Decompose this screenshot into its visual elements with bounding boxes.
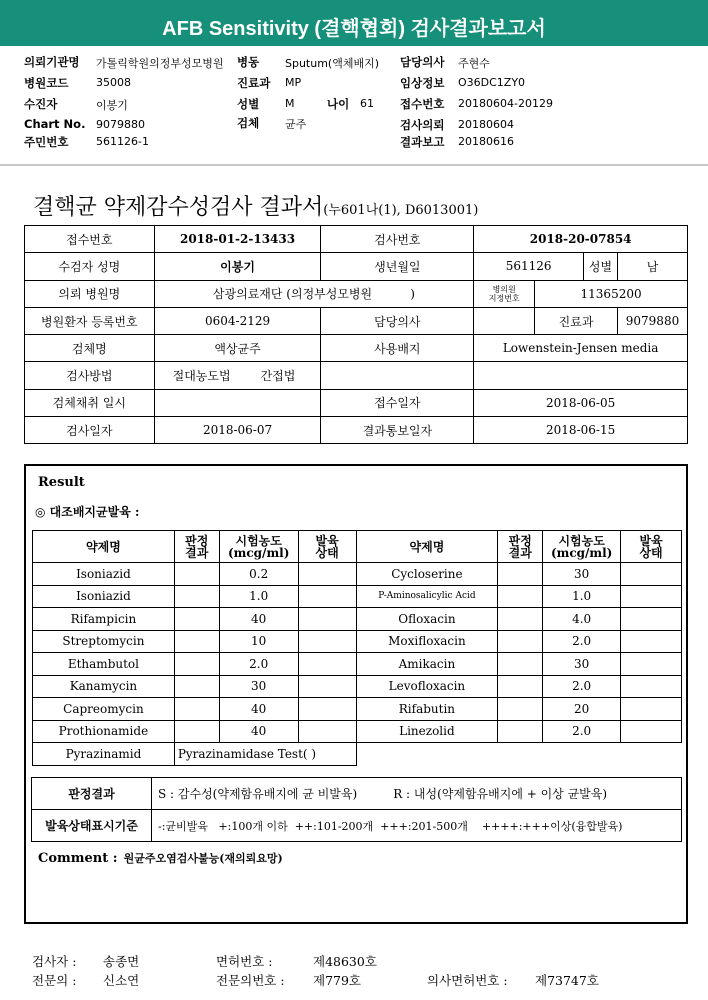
drug-name: P-Aminosalicylic Acid: [356, 585, 498, 608]
drug-row: [33, 720, 682, 743]
growth-header-2: 상태: [315, 545, 339, 560]
ward-label: 병동: [237, 55, 260, 69]
designated-label-1: 병의원: [492, 284, 516, 294]
ward-value: Sputum(액체배지): [285, 57, 380, 70]
judgement-legend: [31, 777, 682, 842]
growth-header: [298, 531, 356, 563]
drug-row: [33, 608, 682, 631]
drug-judge: [174, 608, 219, 631]
medium-label: 사용배지: [321, 335, 474, 362]
conc-header-right: [543, 531, 621, 563]
drug-growth: [298, 563, 356, 586]
drug-conc: 2.0: [219, 653, 298, 676]
req-hosp: 삼광의료재단 (의정부성모병원 ): [154, 280, 474, 307]
specimen-label: 검체: [237, 116, 260, 130]
drug-judge: [174, 653, 219, 676]
drug-row: [33, 653, 682, 676]
drug-growth: [621, 675, 682, 698]
report-label: 결과보고: [400, 135, 445, 149]
hospital-label: 의뢰기관명: [24, 55, 80, 69]
drug-growth: [621, 720, 682, 743]
specimen-value: 균주: [285, 118, 307, 131]
control-growth-label: ◎ 대조배지균발육 :: [35, 505, 140, 519]
drug-conc: 0.2: [219, 563, 298, 586]
result-label: Result: [38, 475, 85, 490]
drug-growth: [298, 585, 356, 608]
drug-conc: 2.0: [543, 630, 621, 653]
patient-label: 수진자: [24, 97, 58, 111]
drug-judge: [174, 698, 219, 721]
chart-value: 9079880: [96, 118, 145, 131]
receipt-value: 20180604-20129: [458, 97, 553, 110]
drug-conc: 2.0: [543, 720, 621, 743]
conc-header-right-1: 시험농도: [558, 533, 605, 548]
conc-header-2: (mcg/ml): [227, 545, 290, 560]
method-blank: [321, 362, 474, 389]
judge-header-1: 판정: [185, 533, 209, 548]
drug-row: [33, 698, 682, 721]
drug-conc: 20: [543, 698, 621, 721]
info-sex-label: 성별: [584, 253, 618, 280]
code-value: 35008: [96, 76, 131, 89]
info-table: [24, 225, 688, 444]
drug-conc: 1.0: [543, 585, 621, 608]
code-label: 병원코드: [24, 76, 69, 90]
drug-conc: 30: [543, 653, 621, 676]
spec-no: 제779호: [313, 973, 362, 988]
header-info: [0, 52, 708, 162]
drug-judge: [174, 630, 219, 653]
info-dept: 9079880: [617, 307, 687, 334]
drug-name: Levofloxacin: [356, 675, 498, 698]
drug-name: Capreomycin: [33, 698, 175, 721]
drug-name: Amikacin: [356, 653, 498, 676]
tester: 송종면: [103, 954, 140, 969]
drug-growth: [621, 698, 682, 721]
receipt-date: 2018-06-05: [474, 389, 688, 416]
info-sex: 남: [617, 253, 687, 280]
drug-name: Moxifloxacin: [356, 630, 498, 653]
doc-license: 제73747호: [535, 973, 599, 988]
patient-name: 이봉기: [154, 253, 321, 280]
drug-judge: [174, 720, 219, 743]
receipt-no: 2018-01-2-13433: [154, 226, 321, 253]
receipt-no-label: 접수번호: [25, 226, 155, 253]
test-no-label: 검사번호: [321, 226, 474, 253]
growth-legend-label: 발육상태표시기준: [32, 810, 152, 842]
judge-header-right-2: 결과: [508, 545, 532, 560]
notify-date: 2018-06-15: [474, 417, 688, 444]
judge-header-right-1: 판정: [508, 533, 532, 548]
conc-header: [219, 531, 298, 563]
specimen-name-label: 검체명: [25, 335, 155, 362]
drug-growth: [621, 653, 682, 676]
medium: Lowenstein-Jensen media: [474, 335, 688, 362]
drug-judge: [498, 585, 543, 608]
reg-no-label: 병원환자 등록번호: [25, 307, 155, 334]
license-label: 면허번호 :: [216, 954, 273, 969]
drug-name: Rifampicin: [33, 608, 175, 631]
drug-growth: [298, 653, 356, 676]
drug-conc: 4.0: [543, 608, 621, 631]
drug-row: [33, 630, 682, 653]
judge-label: 판정결과: [32, 778, 152, 810]
drug-conc: 30: [543, 563, 621, 586]
physician-label: 담당의사: [321, 307, 474, 334]
drug-judge: [498, 720, 543, 743]
drug-name: Ofloxacin: [356, 608, 498, 631]
drug-table: [32, 530, 682, 766]
judge-r-text: R : 내성(약제함유배지에 + 이상 균발육): [393, 787, 608, 801]
spec-no-label: 전문의번호 :: [216, 973, 285, 988]
method-blank-2: [474, 362, 688, 389]
receipt-label: 접수번호: [400, 97, 445, 111]
id-value: 561126-1: [96, 135, 149, 148]
report-title: AFB Sensitivity (결핵협회) 검사결과보고서: [0, 0, 708, 46]
drug-judge: [498, 675, 543, 698]
growth-header-1: 발육: [315, 533, 339, 548]
drug-name: Cycloserine: [356, 563, 498, 586]
designated-label: [474, 280, 535, 307]
designated-no: 11365200: [535, 280, 688, 307]
license: 제48630호: [313, 954, 377, 969]
specialist: 신소연: [103, 973, 140, 988]
receipt-date-label: 접수일자: [321, 389, 474, 416]
drug-name: Linezolid: [356, 720, 498, 743]
drug-judge: [174, 585, 219, 608]
age-value: 61: [360, 97, 374, 110]
req-hosp-label: 의뢰 병원명: [25, 280, 155, 307]
judge-header: [174, 531, 219, 563]
physician: [474, 307, 535, 334]
comment: [38, 850, 283, 866]
pza-row: [33, 743, 682, 766]
drug-judge: [498, 653, 543, 676]
specialist-label: 전문의 :: [32, 973, 77, 988]
notify-label: 결과통보일자: [321, 417, 474, 444]
chart-label: Chart No.: [24, 117, 86, 131]
drug-row: [33, 585, 682, 608]
drug-name: Rifabutin: [356, 698, 498, 721]
test-date-label: 검사일자: [25, 417, 155, 444]
drug-growth: [621, 585, 682, 608]
test-no: 2018-20-07854: [474, 226, 688, 253]
drug-conc: 2.0: [543, 675, 621, 698]
hospital-value: 가톨릭학원의정부성모병원: [96, 57, 224, 70]
method-2: 간접법: [260, 369, 296, 384]
drug-judge: [498, 608, 543, 631]
clinical-value: O36DC1ZY0: [458, 76, 526, 89]
drug-conc: 10: [219, 630, 298, 653]
method: [154, 362, 321, 389]
pza-test: Pyrazinamidase Test( ): [174, 743, 356, 766]
comment-label: Comment :: [38, 851, 118, 866]
drug-growth: [298, 608, 356, 631]
drug-growth: [298, 720, 356, 743]
conc-header-1: 시험농도: [235, 533, 282, 548]
drug-name: Ethambutol: [33, 653, 175, 676]
drug-judge: [174, 675, 219, 698]
drug-judge: [498, 630, 543, 653]
drug-growth: [621, 630, 682, 653]
name-label: 수검자 성명: [25, 253, 155, 280]
drug-growth: [298, 675, 356, 698]
doctor-label: 담당의사: [400, 55, 445, 69]
tester-label: 검사자 :: [32, 954, 77, 969]
drug-growth: [298, 698, 356, 721]
test-date: 2018-06-07: [154, 417, 321, 444]
method-label: 검사방법: [25, 362, 155, 389]
judge-text: [152, 778, 682, 810]
dept-value: MP: [285, 76, 302, 89]
drug-judge: [498, 698, 543, 721]
collect-label: 검체채취 일시: [25, 389, 155, 416]
drug-name: Prothionamide: [33, 720, 175, 743]
id-label: 주민번호: [24, 135, 69, 149]
document-title: [33, 190, 478, 221]
clinical-label: 임상정보: [400, 76, 445, 90]
drug-growth: [621, 563, 682, 586]
drug-name: Streptomycin: [33, 630, 175, 653]
footer-signatures: [0, 950, 708, 995]
dob: 561126: [474, 253, 584, 280]
drug-growth: [621, 608, 682, 631]
doc-license-label: 의사면허번호 :: [427, 973, 508, 988]
document-code: (누601나(1), D6013001): [323, 203, 479, 218]
request-value: 20180604: [458, 118, 514, 131]
drug-growth: [298, 630, 356, 653]
drug-row: [33, 563, 682, 586]
judge-header-right: [498, 531, 543, 563]
pza-blank: [356, 743, 681, 766]
drug-header-right: 약제명: [356, 531, 498, 563]
doctor-value: 주현수: [458, 57, 490, 70]
sex-label: 성별: [237, 97, 260, 111]
specimen-name: 액상균주: [154, 335, 321, 362]
collect: [154, 389, 321, 416]
judge-s-text: S : 감수성(약제함유배지에 균 비발육): [158, 787, 358, 801]
growth-header-right: [621, 531, 682, 563]
drug-name: Isoniazid: [33, 585, 175, 608]
judge-header-2: 결과: [185, 545, 209, 560]
conc-header-right-2: (mcg/ml): [550, 545, 613, 560]
reg-no: 0604-2129: [154, 307, 321, 334]
drug-conc: 40: [219, 608, 298, 631]
dept-label: 진료과: [237, 76, 271, 90]
drug-header: 약제명: [33, 531, 175, 563]
drug-conc: 40: [219, 720, 298, 743]
pza-name: Pyrazinamid: [33, 743, 175, 766]
drug-name: Kanamycin: [33, 675, 175, 698]
growth-header-right-1: 발육: [639, 533, 663, 548]
drug-conc: 30: [219, 675, 298, 698]
dob-label: 생년월일: [321, 253, 474, 280]
age-label: 나이: [327, 97, 350, 111]
report-value: 20180616: [458, 135, 514, 148]
growth-legend-text: -:균비발육 +:100개 이하 ++:101-200개 +++:201-500개 ++++:+++이상(융합발육): [152, 810, 682, 842]
document-title-text: 결핵균 약제감수성검사 결과서: [33, 195, 324, 220]
drug-row: [33, 675, 682, 698]
growth-header-right-2: 상태: [639, 545, 663, 560]
drug-conc: 1.0: [219, 585, 298, 608]
method-1: 절대농도법: [172, 369, 231, 384]
drug-conc: 40: [219, 698, 298, 721]
info-dept-label: 진료과: [535, 307, 618, 334]
drug-judge: [498, 563, 543, 586]
header-divider: [0, 164, 708, 166]
designated-label-2: 지정번호: [488, 293, 520, 303]
drug-judge: [174, 563, 219, 586]
comment-value: 원균주오염검사불능(재의뢰요망): [123, 852, 283, 865]
patient-value: 이봉기: [96, 99, 128, 112]
drug-name: Isoniazid: [33, 563, 175, 586]
sex-value: M: [285, 97, 295, 110]
request-label: 검사의뢰: [400, 118, 445, 132]
